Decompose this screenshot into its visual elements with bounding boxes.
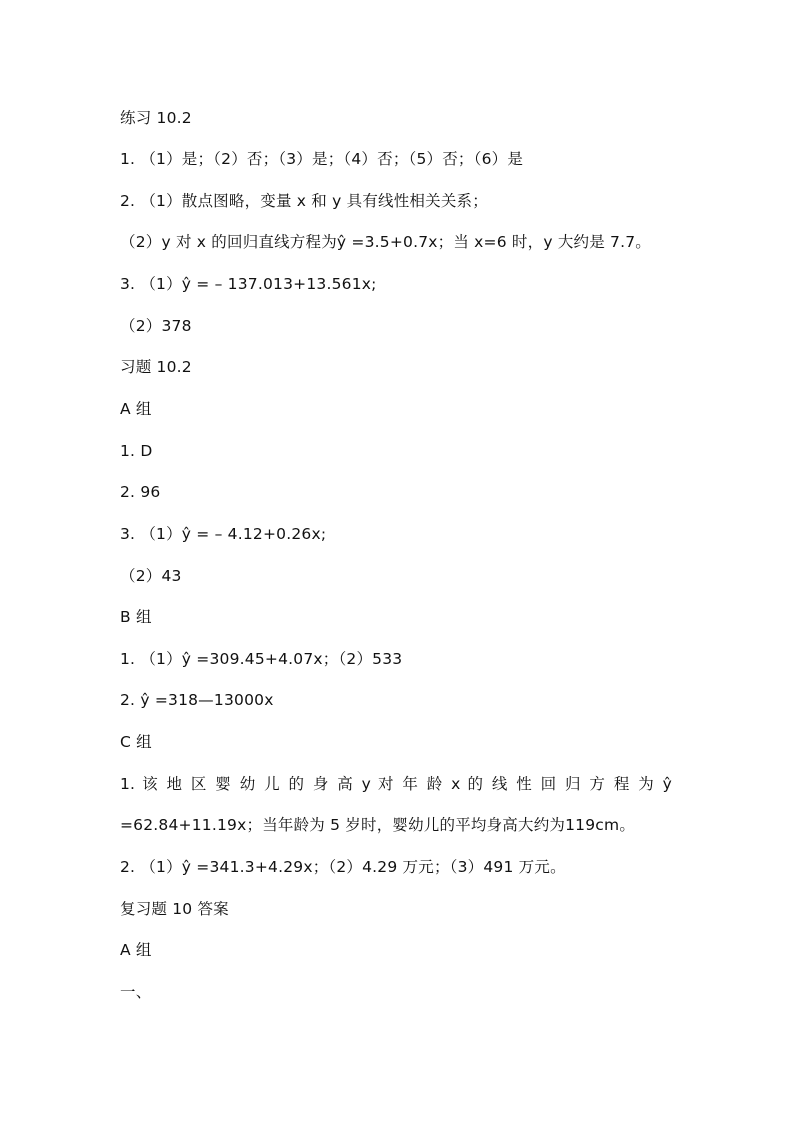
answer-a-1: 1. D <box>120 442 153 460</box>
section-heading-review-10: 复习题 10 答案 <box>120 900 229 918</box>
answer-b-2: 2. ŷ =318—13000x <box>120 691 274 709</box>
group-heading-b: B 组 <box>120 608 152 626</box>
answer-b-1: 1. （1）ŷ =309.45+4.07x；（2）533 <box>120 650 403 668</box>
answer-c-1-continued: =62.84+11.19x；当年龄为 5 岁时，婴幼儿的平均身高大约为119cm。 <box>120 816 636 834</box>
answer-line-2: 2. （1）散点图略，变量 x 和 y 具有线性相关关系； <box>120 192 488 210</box>
group-heading-a: A 组 <box>120 400 152 418</box>
answer-c-1: 1. 该 地 区 婴 幼 儿 的 身 高 y 对 年 龄 x 的 线 性 回 归 方 程 为 ŷ <box>120 775 672 793</box>
group-heading-c: C 组 <box>120 733 152 751</box>
answer-line-3: 3. （1）ŷ = – 137.013+13.561x; <box>120 275 377 293</box>
answer-line-2-part-2: （2）y 对 x 的回归直线方程为ŷ =3.5+0.7x；当 x=6 时，y 大约是 7.7。 <box>120 233 651 251</box>
review-part-one-label: 一、 <box>120 983 152 1001</box>
answer-line-1: 1. （1）是；（2）否；（3）是；（4）否；（5）否；（6）是 <box>120 150 524 168</box>
answer-a-2: 2. 96 <box>120 483 161 501</box>
answer-c-2: 2. （1）ŷ =341.3+4.29x；（2）4.29 万元；（3）491 万元。 <box>120 858 566 876</box>
answer-a-3: 3. （1）ŷ = – 4.12+0.26x; <box>120 525 327 543</box>
section-heading-exercise-10-2: 习题 10.2 <box>120 358 192 376</box>
section-heading-practice-10-2: 练习 10.2 <box>120 109 192 127</box>
answer-line-3-part-2: （2）378 <box>120 317 192 335</box>
answer-a-3-part-2: （2）43 <box>120 567 182 585</box>
group-heading-review-a: A 组 <box>120 941 152 959</box>
